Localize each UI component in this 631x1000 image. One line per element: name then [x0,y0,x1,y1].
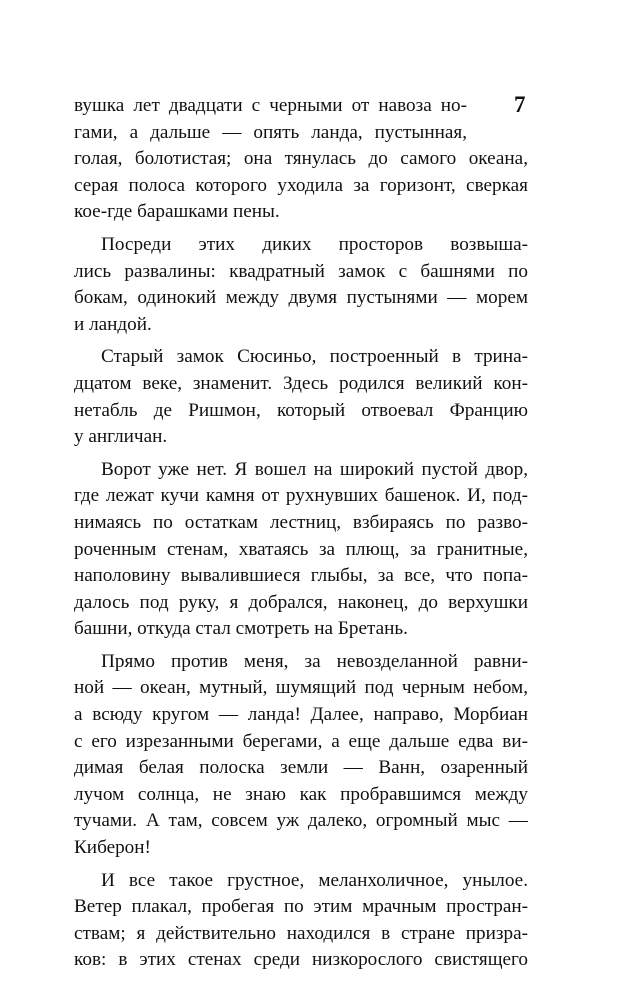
text-line: далось под руку, я добрался, наконец, до верхушки [74,591,528,613]
paragraph [74,232,528,338]
text-line: вушка лет двадцати с черными от навоза но- [74,95,467,116]
text-line: ствам; я действительно находился в стране призра- [74,922,528,944]
text-line: лучом солнца, не знаю как пробравшимся между [74,783,528,805]
text-line: где лежат кучи камня от рухнувших башенок. И, под- [74,485,528,507]
text-line: башни, откуда стал смотреть на Бретань. [74,618,408,640]
paragraph [74,868,528,974]
text-line: Киберон! [74,837,151,859]
text-line: а всюду кругом — ланда! Далее, направо, Морбиан [74,704,528,726]
text-line: с его изрезанными берегами, а еще дальше едва ви- [74,730,528,752]
text-line: и ландой. [74,313,152,335]
text-line: димая белая полоска земли — Ванн, озаренный [74,757,528,779]
text-line: ной — океан, мутный, шумящий под черным небом, [74,677,528,699]
text-line: бокам, одинокий между двумя пустынями — морем [74,287,528,309]
text-line: роченным стенам, хватаясь за плющ, за гранитные, [74,538,528,560]
paragraph [74,649,528,862]
text-line: серая полоса которого уходила за горизонт, сверкая [74,174,528,196]
text-line: голая, болотистая; она тянулась до самого океана, [74,148,528,170]
paragraph [74,457,528,643]
text-line: Посреди этих диких просторов возвыша- [101,233,528,255]
text-line: Прямо против меня, за невозделанной равни- [101,650,528,672]
text-line: И все такое грустное, меланхоличное, унылое. [101,869,528,891]
body-text [74,93,528,974]
text-line: кое-где барашками пены. [74,201,280,223]
page-number: 7 [514,92,526,117]
text-line: у англичан. [74,426,168,448]
text-line: тучами. А там, совсем уж далеко, огромный мыс — [74,810,528,832]
text-line: дцатом веке, знаменит. Здесь родился великий кон- [74,372,528,394]
paragraph [74,93,528,226]
text-line: Ворот уже нет. Я вошел на широкий пустой двор, [101,458,528,480]
text-line: ков: в этих стенах среди низкорослого свистящего [74,949,528,971]
text-line: нетабль де Ришмон, который отвоевал Францию [74,399,528,421]
text-line: Ветер плакал, пробегая по этим мрачным простран- [74,896,528,918]
text-line: лись развалины: квадратный замок с башнями по [74,260,528,282]
text-line: Старый замок Сюсиньо, построенный в трина- [101,346,528,368]
paragraph [74,344,528,450]
text-line: гами, а дальше — опять ланда, пустынная, [74,121,467,143]
text-line: нимаясь по остаткам лестниц, взбираясь по разво- [74,511,528,533]
text-line: наполовину вывалившиеся глыбы, за все, что попа- [74,565,528,587]
